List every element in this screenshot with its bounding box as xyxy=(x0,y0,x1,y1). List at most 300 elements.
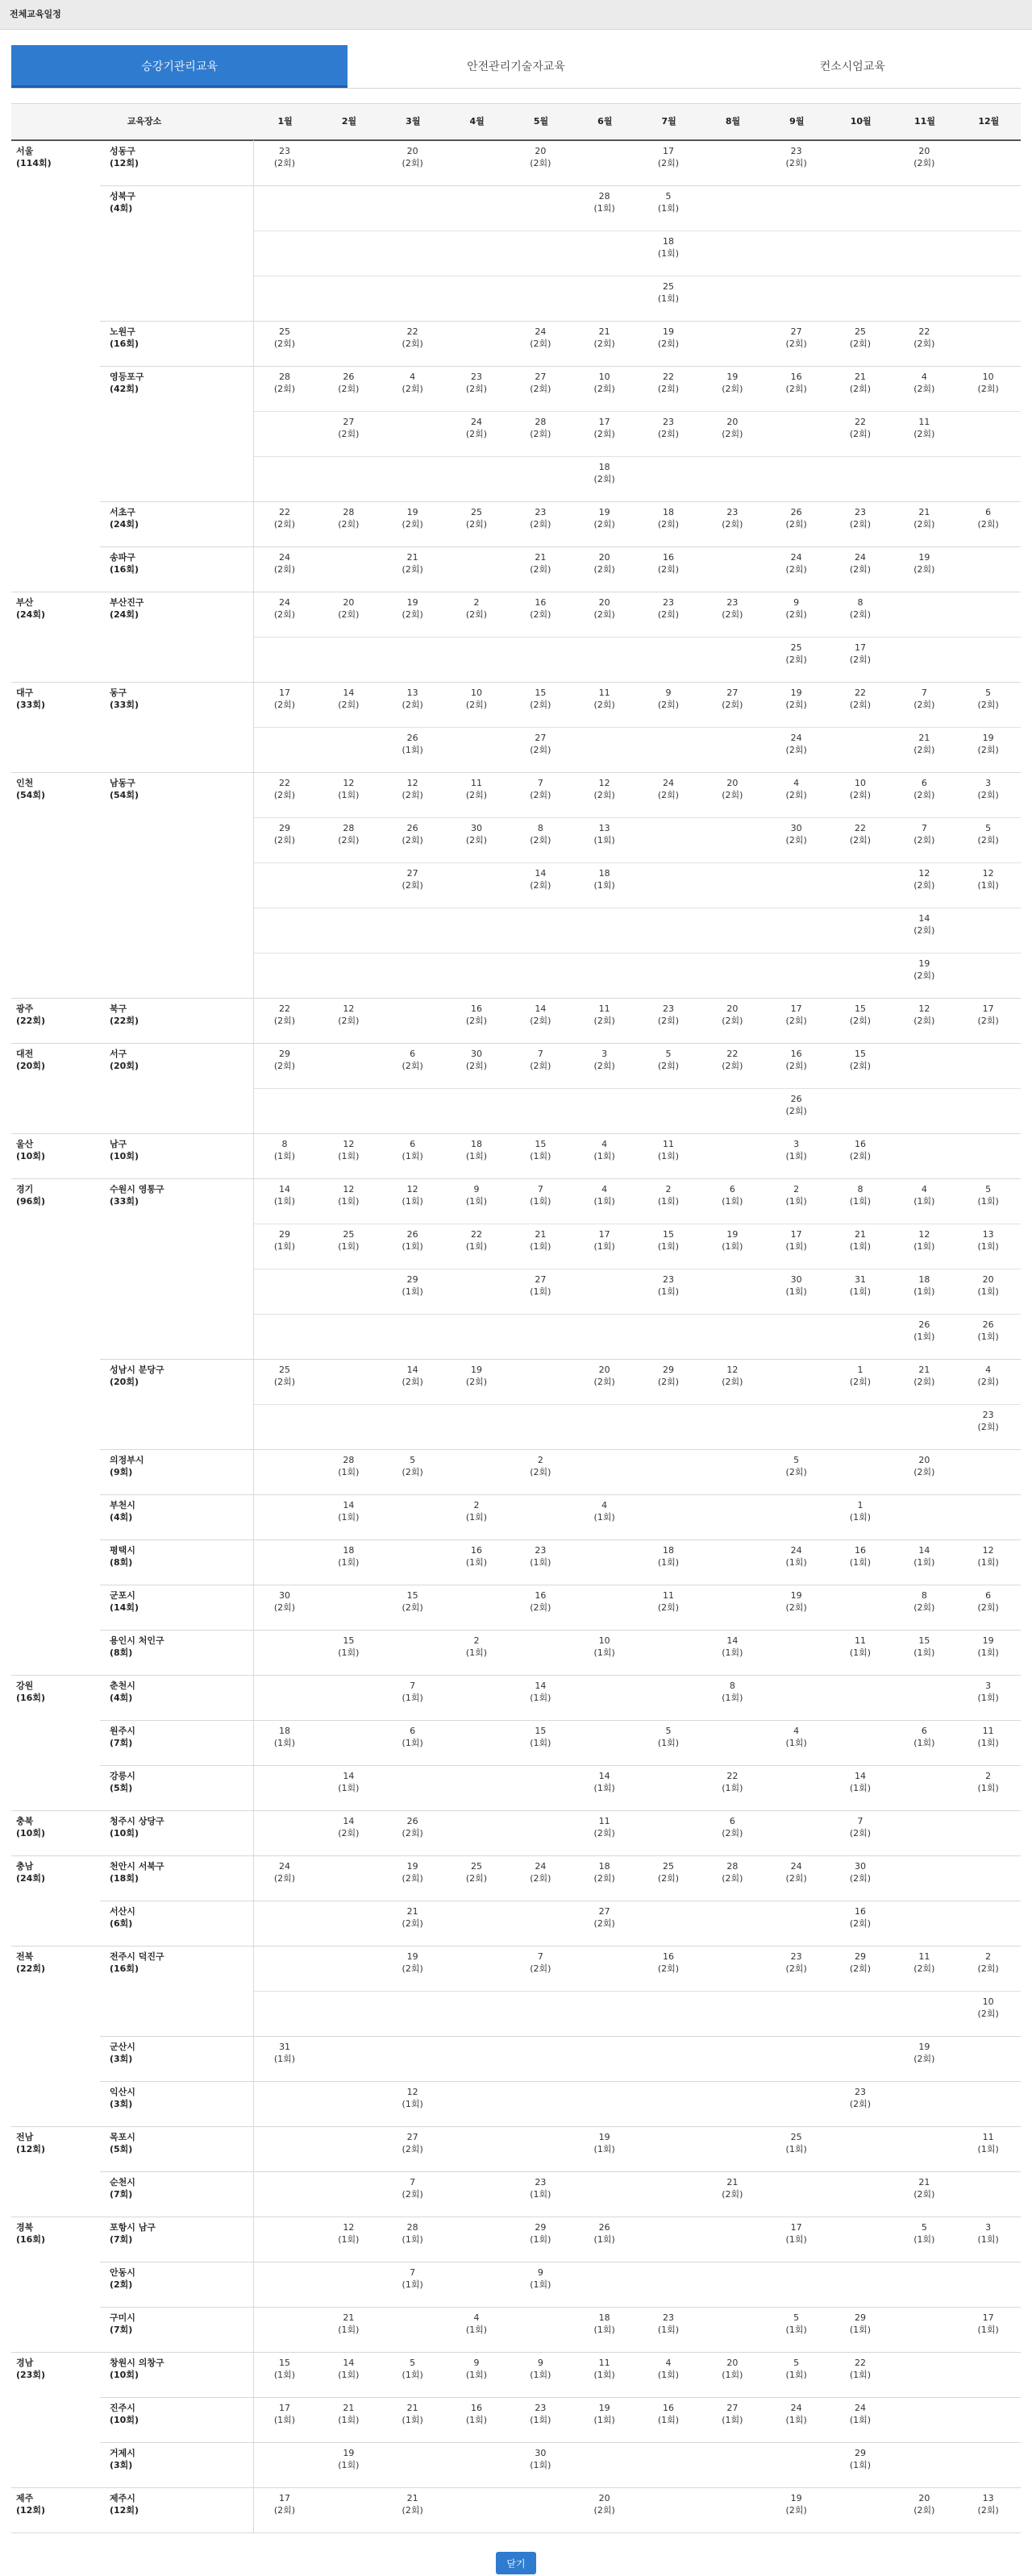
cell-sessions: (1회) xyxy=(338,1512,360,1523)
place-divider xyxy=(100,1765,1021,1766)
schedule-cell xyxy=(509,1273,572,1298)
schedule-cell xyxy=(253,596,316,621)
cell-day: 14 xyxy=(343,1771,355,1781)
region-divider xyxy=(11,1178,1021,1179)
cell-day: 4 xyxy=(793,778,800,788)
cell-day: 20 xyxy=(598,552,610,563)
cell-sessions: (1회) xyxy=(338,2370,360,2380)
cell-sessions: (2회) xyxy=(593,339,615,349)
schedule-cell xyxy=(317,1183,380,1207)
cell-day: 20 xyxy=(726,1003,739,1014)
schedule-cell xyxy=(381,145,444,169)
cell-sessions: (1회) xyxy=(977,2234,999,2245)
schedule-cell xyxy=(573,1635,636,1659)
schedule-cell xyxy=(509,2357,572,2381)
cell-sessions: (1회) xyxy=(593,835,615,846)
region-divider xyxy=(11,1043,1021,1044)
cell-sessions: (1회) xyxy=(657,203,680,214)
cell-day: 5 xyxy=(793,2358,800,2368)
cell-sessions: (2회) xyxy=(849,519,872,530)
cell-sessions: (2회) xyxy=(338,835,360,846)
cell-sessions: (2회) xyxy=(530,700,551,710)
region-label: 전북 xyxy=(16,1951,34,1962)
cell-sessions: (1회) xyxy=(913,1196,935,1207)
header-month: 9월 xyxy=(789,116,805,127)
region-name xyxy=(16,1815,97,1839)
schedule-cell xyxy=(893,2176,955,2200)
schedule-cell xyxy=(829,687,892,711)
schedule-cell xyxy=(893,1228,955,1253)
schedule-cell xyxy=(509,1589,572,1614)
region-label: 서울 xyxy=(16,146,34,156)
cell-sessions: (1회) xyxy=(657,1151,680,1161)
cell-sessions: (2회) xyxy=(530,880,551,891)
cell-sessions: (2회) xyxy=(338,519,360,530)
place-name xyxy=(110,2492,247,2516)
cell-sessions: (1회) xyxy=(530,2415,551,2425)
schedule-cell xyxy=(893,732,955,756)
cell-sessions: (1회) xyxy=(338,2325,360,2335)
cell-sessions: (1회) xyxy=(849,2415,872,2425)
schedule-cell xyxy=(381,2131,444,2155)
cell-day: 23 xyxy=(279,146,290,156)
cell-sessions: (2회) xyxy=(977,1016,999,1026)
cell-sessions: (1회) xyxy=(785,1241,807,1252)
cell-day: 24 xyxy=(790,2403,802,2413)
cell-sessions: (2회) xyxy=(785,519,807,530)
cell-day: 16 xyxy=(471,1545,482,1556)
cell-day: 19 xyxy=(663,326,674,337)
tab-safety-technician[interactable]: 안전관리기술자교육 xyxy=(467,60,565,73)
place-name xyxy=(110,551,247,575)
schedule-cell xyxy=(381,551,444,575)
schedule-cell xyxy=(573,1815,636,1839)
region-count: (12회) xyxy=(16,2144,45,2154)
cell-sessions: (1회) xyxy=(722,1783,743,1793)
schedule-cell xyxy=(637,551,700,575)
schedule-cell xyxy=(253,2402,316,2426)
cell-sessions: (1회) xyxy=(338,1196,360,1207)
schedule-cell xyxy=(765,1093,828,1117)
cell-day: 21 xyxy=(535,552,547,563)
schedule-cell xyxy=(317,2402,380,2426)
schedule-cell xyxy=(893,416,955,440)
cell-sessions: (2회) xyxy=(849,1151,872,1161)
cell-sessions: (2회) xyxy=(273,564,296,575)
schedule-cell xyxy=(445,1003,508,1027)
schedule-cell xyxy=(957,867,1020,891)
cell-sessions: (2회) xyxy=(657,790,680,800)
cell-day: 20 xyxy=(406,146,418,156)
cell-day: 4 xyxy=(921,372,927,382)
cell-day: 14 xyxy=(279,1184,290,1195)
schedule-cell xyxy=(957,1770,1020,1794)
cell-day: 2 xyxy=(985,1951,992,1962)
cell-sessions: (2회) xyxy=(530,1467,551,1477)
cell-sessions: (1회) xyxy=(785,2234,807,2245)
cell-sessions: (2회) xyxy=(273,1602,296,1613)
schedule-cell xyxy=(829,2447,892,2471)
region-label: 경북 xyxy=(16,2222,34,2233)
schedule-cell xyxy=(765,732,828,756)
cell-day: 16 xyxy=(855,1906,866,1917)
cell-day: 18 xyxy=(663,1545,674,1556)
cell-sessions: (2회) xyxy=(785,384,807,394)
cell-sessions: (1회) xyxy=(465,1647,488,1658)
cell-sessions: (2회) xyxy=(273,1377,296,1387)
cell-sessions: (2회) xyxy=(465,1377,488,1387)
cell-sessions: (2회) xyxy=(465,519,488,530)
cell-day: 19 xyxy=(918,2042,930,2052)
cell-day: 1 xyxy=(857,1365,863,1375)
cell-day: 23 xyxy=(471,372,482,382)
cell-sessions: (1회) xyxy=(657,2325,680,2335)
cell-sessions: (1회) xyxy=(913,1332,935,1342)
cell-sessions: (1회) xyxy=(530,1693,551,1703)
cell-day: 24 xyxy=(790,733,802,743)
schedule-cell xyxy=(445,2312,508,2336)
cell-sessions: (2회) xyxy=(402,700,423,710)
cell-sessions: (1회) xyxy=(977,2144,999,2154)
place-name xyxy=(110,2402,247,2426)
cell-sessions: (1회) xyxy=(785,1196,807,1207)
schedule-cell xyxy=(509,2447,572,2471)
schedule-cell xyxy=(957,1409,1020,1433)
region-name xyxy=(16,2492,97,2516)
schedule-cell xyxy=(957,1273,1020,1298)
place-count: (3회) xyxy=(110,2054,133,2064)
place-label: 수원시 영통구 xyxy=(110,1184,164,1195)
cell-day: 27 xyxy=(406,2132,418,2142)
schedule-cell xyxy=(701,1228,764,1253)
cell-sessions: (1회) xyxy=(402,2415,423,2425)
cell-sessions: (1회) xyxy=(722,2370,743,2380)
cell-sessions: (2회) xyxy=(977,519,999,530)
schedule-cell xyxy=(637,596,700,621)
cell-sessions: (2회) xyxy=(849,1918,872,1929)
cell-day: 21 xyxy=(343,2312,355,2323)
cell-day: 4 xyxy=(473,2312,480,2323)
schedule-cell xyxy=(765,1860,828,1884)
cell-day: 28 xyxy=(343,823,355,833)
cell-day: 27 xyxy=(598,1906,610,1917)
cell-day: 2 xyxy=(793,1184,800,1195)
place-name xyxy=(110,2176,247,2200)
row-divider xyxy=(253,1314,1021,1315)
cell-sessions: (2회) xyxy=(530,1061,551,1071)
cell-sessions: (2회) xyxy=(273,339,296,349)
place-label: 순천시 xyxy=(110,2177,135,2188)
schedule-cell xyxy=(573,1183,636,1207)
schedule-cell xyxy=(445,1048,508,1072)
place-divider xyxy=(100,2036,1021,2037)
schedule-cell xyxy=(701,687,764,711)
schedule-cell xyxy=(829,1499,892,1523)
cell-day: 15 xyxy=(535,1139,547,1149)
place-name xyxy=(110,326,247,350)
schedule-cell xyxy=(445,1635,508,1659)
cell-day: 9 xyxy=(473,2358,480,2368)
schedule-cell xyxy=(253,1364,316,1388)
schedule-cell xyxy=(701,416,764,440)
schedule-cell xyxy=(317,2357,380,2381)
schedule-cell xyxy=(509,687,572,711)
place-count: (24회) xyxy=(110,609,139,620)
cell-day: 16 xyxy=(663,2403,674,2413)
cell-day: 23 xyxy=(535,2403,547,2413)
schedule-cell xyxy=(957,1319,1020,1343)
place-count: (10회) xyxy=(110,2415,139,2425)
row-divider xyxy=(253,953,1021,954)
cell-day: 30 xyxy=(279,1590,290,1601)
place-name xyxy=(110,2086,247,2110)
cell-sessions: (1회) xyxy=(657,248,680,259)
schedule-cell xyxy=(701,1635,764,1659)
cell-sessions: (1회) xyxy=(785,2325,807,2335)
place-label: 남구 xyxy=(110,1139,127,1149)
cell-sessions: (2회) xyxy=(913,2505,935,2516)
place-name xyxy=(110,145,247,169)
cell-day: 7 xyxy=(537,1049,543,1059)
cell-sessions: (2회) xyxy=(402,1602,423,1613)
cell-sessions: (2회) xyxy=(977,700,999,710)
place-label: 동구 xyxy=(110,688,127,698)
cell-sessions: (2회) xyxy=(849,1061,872,1071)
cell-sessions: (1회) xyxy=(785,2415,807,2425)
schedule-cell xyxy=(381,1048,444,1072)
place-divider xyxy=(100,1359,1021,1360)
schedule-cell xyxy=(893,958,955,982)
cell-day: 6 xyxy=(410,1049,416,1059)
place-label: 부산진구 xyxy=(110,597,144,608)
schedule-cell xyxy=(893,371,955,395)
schedule-cell xyxy=(573,461,636,485)
cell-day: 19 xyxy=(406,1861,418,1872)
place-count: (2회) xyxy=(110,2279,133,2290)
place-count: (7회) xyxy=(110,2189,133,2200)
cell-sessions: (2회) xyxy=(722,1828,743,1839)
cell-sessions: (2회) xyxy=(785,654,807,665)
place-name xyxy=(110,1138,247,1162)
place-count: (18회) xyxy=(110,1873,139,1884)
place-label: 진주시 xyxy=(110,2403,135,2413)
cell-sessions: (2회) xyxy=(977,1422,999,1432)
place-name xyxy=(110,1364,247,1388)
schedule-cell xyxy=(829,1228,892,1253)
schedule-cell xyxy=(445,1138,508,1162)
schedule-cell xyxy=(893,551,955,575)
region-divider xyxy=(11,1675,1021,1676)
place-label: 포항시 남구 xyxy=(110,2222,156,2233)
schedule-cell xyxy=(893,1951,955,1975)
schedule-cell xyxy=(381,2402,444,2426)
cell-day: 21 xyxy=(855,1229,866,1240)
cell-day: 27 xyxy=(535,1274,547,1285)
header-month: 5월 xyxy=(533,116,549,127)
cell-day: 25 xyxy=(471,1861,482,1872)
cell-day: 23 xyxy=(726,597,739,608)
cell-day: 28 xyxy=(726,1861,739,1872)
cell-day: 19 xyxy=(598,507,610,517)
schedule-cell xyxy=(253,2041,316,2065)
region-count: (114회) xyxy=(16,158,52,168)
place-name xyxy=(110,1048,247,1072)
region-name xyxy=(16,777,97,801)
place-name xyxy=(110,371,247,395)
cell-day: 10 xyxy=(471,688,482,698)
schedule-cell xyxy=(253,1003,316,1027)
schedule-cell xyxy=(829,642,892,666)
cell-day: 6 xyxy=(410,1139,416,1149)
cell-day: 28 xyxy=(343,1455,355,1465)
cell-day: 2 xyxy=(473,1500,480,1510)
schedule-cell xyxy=(509,777,572,801)
schedule-cell xyxy=(637,1951,700,1975)
place-divider xyxy=(100,1449,1021,1450)
schedule-cell xyxy=(573,1048,636,1072)
schedule-cell xyxy=(445,2357,508,2381)
cell-day: 25 xyxy=(343,1229,355,1240)
schedule-cell xyxy=(573,867,636,891)
place-count: (5회) xyxy=(110,2144,133,2154)
cell-day: 16 xyxy=(855,1139,866,1149)
cell-sessions: (2회) xyxy=(338,384,360,394)
cell-day: 19 xyxy=(790,2493,802,2503)
schedule-cell xyxy=(573,1770,636,1794)
cell-day: 6 xyxy=(410,1726,416,1736)
cell-sessions: (1회) xyxy=(849,1783,872,1793)
cell-sessions: (2회) xyxy=(465,835,488,846)
region-count: (10회) xyxy=(16,1151,45,1161)
cell-day: 24 xyxy=(535,326,547,337)
cell-sessions: (1회) xyxy=(402,2099,423,2109)
cell-day: 2 xyxy=(537,1455,543,1465)
cell-day: 11 xyxy=(982,1726,994,1736)
schedule-cell xyxy=(637,1003,700,1027)
cell-sessions: (2회) xyxy=(593,1873,615,1884)
schedule-cell xyxy=(509,506,572,530)
cell-sessions: (1회) xyxy=(338,1467,360,1477)
cell-day: 12 xyxy=(726,1365,739,1375)
cell-day: 21 xyxy=(535,1229,547,1240)
cell-sessions: (2회) xyxy=(913,1963,935,1974)
place-name xyxy=(110,1905,247,1930)
cell-day: 15 xyxy=(343,1635,355,1646)
cell-sessions: (1회) xyxy=(977,1286,999,1297)
cell-day: 27 xyxy=(535,372,547,382)
cell-sessions: (2회) xyxy=(849,1873,872,1884)
cell-sessions: (1회) xyxy=(849,2325,872,2335)
schedule-cell xyxy=(445,1499,508,1523)
schedule-cell xyxy=(509,2176,572,2200)
close-button[interactable]: 닫기 xyxy=(496,2552,536,2574)
cell-sessions: (2회) xyxy=(273,519,296,530)
schedule-cell xyxy=(893,1364,955,1388)
cell-day: 19 xyxy=(471,1365,482,1375)
cell-day: 15 xyxy=(406,1590,418,1601)
cell-sessions: (1회) xyxy=(593,1783,615,1793)
cell-sessions: (2회) xyxy=(657,519,680,530)
cell-day: 2 xyxy=(985,1771,992,1781)
schedule-cell xyxy=(381,2266,444,2291)
place-divider xyxy=(100,2171,1021,2172)
cell-day: 14 xyxy=(855,1771,866,1781)
cell-day: 16 xyxy=(535,597,547,608)
schedule-cell xyxy=(317,1635,380,1659)
place-label: 강릉시 xyxy=(110,1771,135,1781)
cell-day: 4 xyxy=(985,1365,992,1375)
schedule-cell xyxy=(445,2402,508,2426)
cell-sessions: (2회) xyxy=(402,1467,423,1477)
schedule-cell xyxy=(765,1228,828,1253)
cell-day: 16 xyxy=(790,372,802,382)
cell-day: 21 xyxy=(598,326,610,337)
row-divider xyxy=(253,862,1021,863)
cell-sessions: (2회) xyxy=(273,835,296,846)
schedule-cell xyxy=(701,1680,764,1704)
schedule-cell xyxy=(573,777,636,801)
cell-sessions: (2회) xyxy=(913,384,935,394)
region-count: (24회) xyxy=(16,609,45,620)
cell-day: 13 xyxy=(598,823,610,833)
schedule-cell xyxy=(701,2176,764,2200)
cell-day: 18 xyxy=(598,2312,610,2323)
cell-sessions: (2회) xyxy=(593,384,615,394)
cell-day: 25 xyxy=(279,1365,290,1375)
cell-sessions: (2회) xyxy=(785,1873,807,1884)
cell-sessions: (2회) xyxy=(402,1918,423,1929)
schedule-cell xyxy=(829,1048,892,1072)
cell-sessions: (2회) xyxy=(593,1377,615,1387)
cell-sessions: (2회) xyxy=(785,564,807,575)
cell-day: 29 xyxy=(855,2312,866,2323)
cell-day: 11 xyxy=(598,688,610,698)
region-name xyxy=(16,1003,97,1027)
cell-sessions: (2회) xyxy=(785,2505,807,2516)
schedule-cell xyxy=(957,506,1020,530)
region-name xyxy=(16,687,97,711)
tab-elevator-management[interactable]: 승강기관리교육 xyxy=(11,45,347,88)
cell-day: 11 xyxy=(663,1590,674,1601)
cell-sessions: (1회) xyxy=(913,2234,935,2245)
cell-day: 12 xyxy=(343,2222,355,2233)
cell-sessions: (2회) xyxy=(593,474,615,484)
region-divider xyxy=(11,772,1021,773)
tab-consortium[interactable]: 컨소시엄교육 xyxy=(819,60,885,73)
schedule-cell xyxy=(253,1048,316,1072)
cell-day: 15 xyxy=(663,1229,674,1240)
cell-sessions: (1회) xyxy=(273,2054,296,2064)
table-header xyxy=(11,103,1021,140)
cell-day: 10 xyxy=(598,1635,610,1646)
cell-sessions: (2회) xyxy=(849,1963,872,1974)
schedule-cell xyxy=(829,1138,892,1162)
schedule-cell xyxy=(893,1544,955,1568)
schedule-cell xyxy=(381,2221,444,2246)
schedule-cell xyxy=(381,1228,444,1253)
cell-day: 22 xyxy=(279,778,290,788)
place-count: (5회) xyxy=(110,1783,133,1793)
schedule-cell xyxy=(765,2221,828,2246)
cell-day: 21 xyxy=(406,2403,418,2413)
cell-sessions: (1회) xyxy=(465,1196,488,1207)
cell-sessions: (2회) xyxy=(338,1016,360,1026)
schedule-cell xyxy=(509,2221,572,2246)
cell-sessions: (2회) xyxy=(977,1377,999,1387)
cell-day: 28 xyxy=(343,507,355,517)
place-name xyxy=(110,2312,247,2336)
cell-day: 14 xyxy=(535,1003,547,1014)
